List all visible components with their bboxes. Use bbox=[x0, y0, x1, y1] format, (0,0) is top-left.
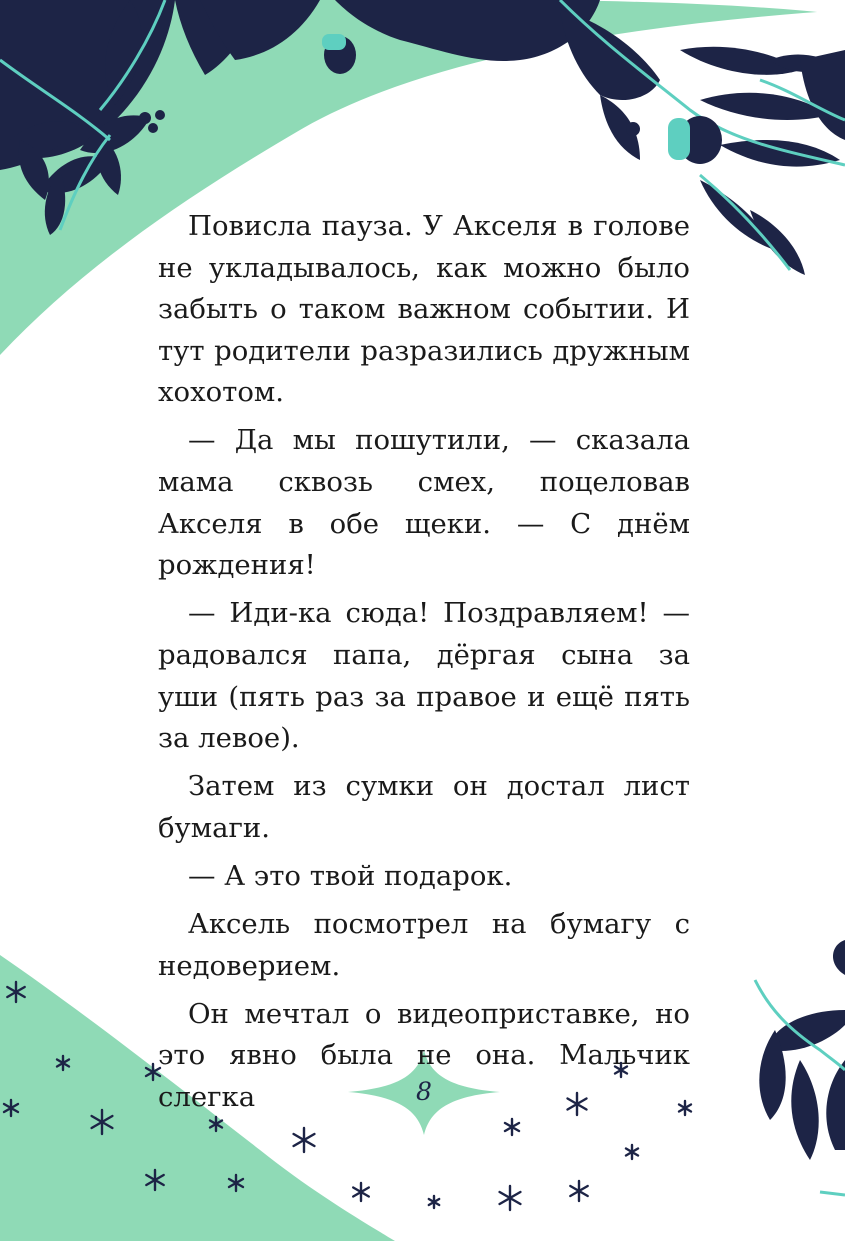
bottom-right-leaves-icon bbox=[759, 940, 845, 1160]
body-text bbox=[158, 206, 690, 1125]
paragraph-6: Аксель посмотрел на бумагу с недоверием. bbox=[158, 908, 690, 982]
paragraph-1: Повисла пауза. У Акселя в голове не укладывалось, как можно было забыть о таком важном событии. И тут родители разразились дружным хохотом. bbox=[158, 210, 690, 409]
paragraph-4: Затем из сумки он достал лист бумаги. bbox=[158, 770, 690, 844]
paragraph-2: — Да мы пошутили, — сказала мама сквозь смех, поцеловав Акселя в обе щеки. — С днём рождения! bbox=[158, 424, 690, 582]
page-number: 8 bbox=[416, 1077, 432, 1106]
paragraph-7: Он мечтал о видеоприставке, но это явно была не она. Мальчик слегка bbox=[158, 997, 690, 1113]
paragraph-5: — А это твой подарок. bbox=[188, 859, 513, 892]
paragraph-3: — Иди-ка сюда! Поздравляем! — радовался папа, дёргая сына за уши (пять раз за правое и ещё пять за левое). bbox=[158, 597, 690, 755]
